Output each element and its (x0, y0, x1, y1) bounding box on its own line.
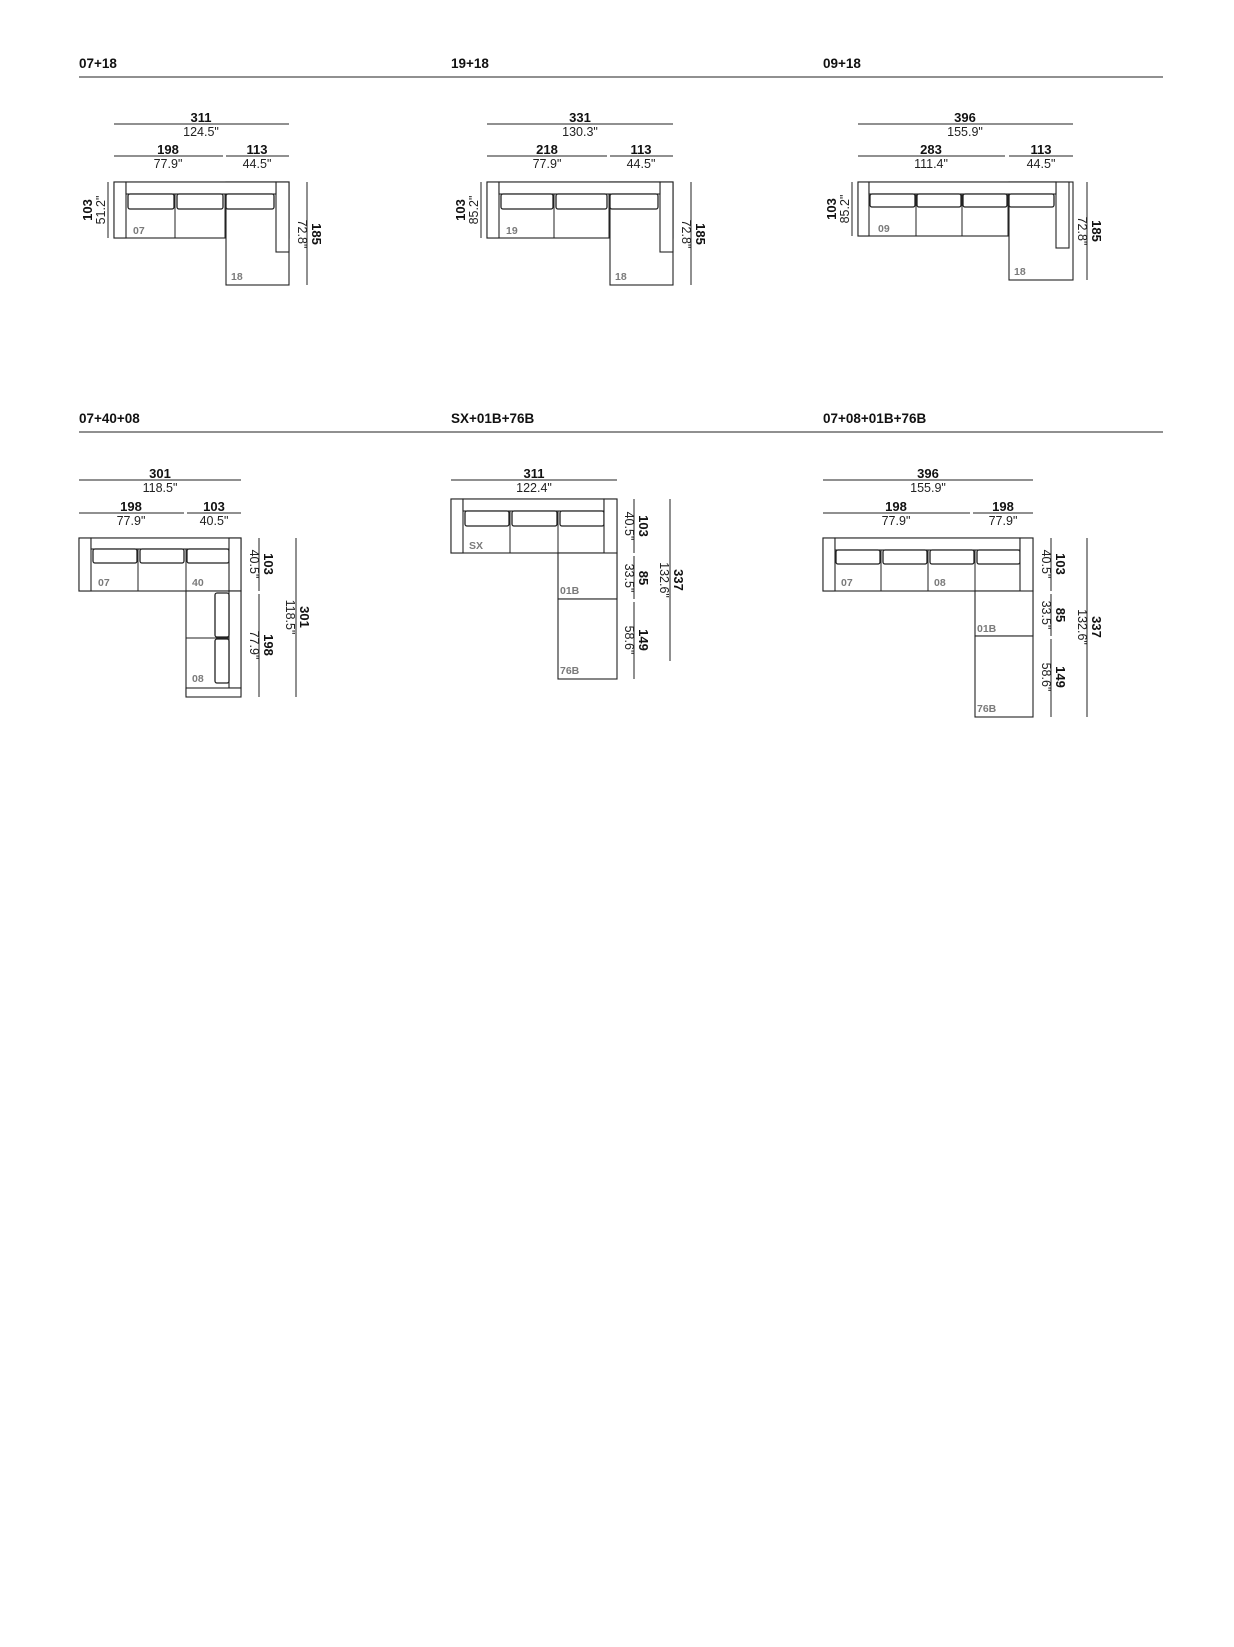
dim-v1-cm: 103 (636, 515, 651, 537)
dim-v3-cm: 149 (1053, 666, 1068, 688)
config-07-08-01b-76b (823, 411, 1104, 717)
backrest (869, 182, 1056, 194)
dim-right-h-in: 72.8" (1075, 216, 1089, 246)
dim-total-h-cm: 337 (671, 569, 686, 591)
dim-seg2-in: 44.5" (1026, 157, 1056, 171)
dim-total-h-in: 132.6" (1075, 609, 1089, 645)
dim-v2-cm: 85 (636, 570, 651, 586)
armrest-left (487, 182, 499, 238)
dim-v2-in: 77.9" (247, 630, 261, 660)
backrest (229, 591, 241, 688)
module-label: 08 (192, 673, 204, 685)
dim-seg1-in: 77.9" (116, 514, 146, 528)
module-label: 01B (977, 623, 997, 635)
module-label: 18 (615, 271, 627, 283)
config-19-18 (451, 56, 708, 285)
back-cushion (215, 593, 229, 637)
dim-right-h-cm: 185 (309, 223, 324, 245)
config-title: 07+08+01B+76B (823, 411, 927, 426)
back-cushion (93, 549, 137, 563)
dim-total-h-in: 132.6" (657, 562, 671, 598)
backrest (463, 499, 604, 511)
armrest-left (858, 182, 869, 236)
back-cushion (215, 639, 229, 683)
armrest-left (79, 538, 91, 591)
dim-total-width-in: 130.3" (562, 125, 598, 139)
armrest-left (823, 538, 835, 591)
back-cushion (610, 194, 658, 209)
config-title: 07+40+08 (79, 411, 140, 426)
dim-total-width-cm: 311 (190, 110, 212, 125)
dim-seg2-cm: 113 (246, 142, 268, 157)
module-label: 19 (506, 225, 518, 237)
dim-right-h-cm: 185 (1089, 220, 1104, 242)
dim-seg2-in: 44.5" (626, 157, 656, 171)
dim-seg1-in: 77.9" (153, 157, 183, 171)
config-title: 07+18 (79, 56, 117, 71)
back-cushion (226, 194, 274, 209)
dim-total-h-cm: 337 (1089, 616, 1104, 638)
module-label: 18 (1014, 266, 1026, 278)
back-cushion (883, 550, 927, 564)
dim-total-width-cm: 311 (523, 466, 545, 481)
config-07-18 (79, 56, 324, 285)
dim-seg1-cm: 283 (920, 142, 942, 157)
config-title: 19+18 (451, 56, 489, 71)
back-cushion (930, 550, 974, 564)
dim-v3-cm: 149 (636, 629, 651, 651)
dim-v2-cm: 85 (1053, 607, 1068, 623)
dim-v2-cm: 198 (261, 634, 276, 656)
config-title: SX+01B+76B (451, 411, 535, 426)
backrest (499, 182, 660, 194)
dim-v3-in: 58.6" (622, 625, 636, 655)
module-label: 76B (977, 703, 997, 715)
backrest (835, 538, 1020, 550)
backrest (91, 538, 241, 549)
dim-total-width-cm: 301 (149, 466, 171, 481)
module-label: 18 (231, 271, 243, 283)
dim-total-width-cm: 396 (917, 466, 939, 481)
back-cushion (501, 194, 553, 209)
dim-total-h-in: 118.5" (283, 599, 297, 635)
back-cushion (560, 511, 604, 526)
dim-total-width-cm: 331 (569, 110, 591, 125)
back-cushion (512, 511, 557, 526)
armrest-right (276, 182, 289, 252)
back-cushion (963, 194, 1007, 207)
module-label: 07 (98, 577, 110, 589)
back-cushion (977, 550, 1020, 564)
dim-seg2-cm: 113 (630, 142, 652, 157)
back-cushion (465, 511, 509, 526)
armrest-bottom (186, 688, 241, 697)
dim-seg2-cm: 198 (992, 499, 1014, 514)
dim-seg1-cm: 198 (120, 499, 142, 514)
dim-v1-in: 40.5" (1039, 549, 1053, 579)
dim-total-width-in: 155.9" (947, 125, 983, 139)
dim-right-h-in: 72.8" (295, 219, 309, 249)
dim-seg1-cm: 198 (885, 499, 907, 514)
config-09-18 (823, 56, 1104, 280)
back-cushion (140, 549, 184, 563)
dim-seg2-cm: 103 (203, 499, 225, 514)
config-title: 09+18 (823, 56, 861, 71)
dim-seg2-in: 40.5" (199, 514, 229, 528)
dim-left-h-in: 51.2" (94, 195, 108, 225)
dim-v1-in: 40.5" (247, 549, 261, 579)
dim-seg1-in: 77.9" (881, 514, 911, 528)
dim-v2-in: 33.5" (622, 563, 636, 593)
dim-seg2-in: 77.9" (988, 514, 1018, 528)
dim-seg1-cm: 198 (157, 142, 179, 157)
dim-seg1-cm: 218 (536, 142, 558, 157)
dim-v1-cm: 103 (1053, 553, 1068, 575)
dim-left-h-cm: 103 (80, 199, 95, 221)
config-sx-01b-76b (451, 411, 686, 679)
armrest-right (660, 182, 673, 252)
dim-total-width-in: 122.4" (516, 481, 552, 495)
module-label: 07 (841, 577, 853, 589)
module-label: 07 (133, 225, 145, 237)
module-label: 01B (560, 585, 580, 597)
back-cushion (556, 194, 607, 209)
dim-left-h-cm: 103 (824, 198, 839, 220)
module-label: 40 (192, 577, 204, 589)
dim-left-h-cm: 103 (453, 199, 468, 221)
module-label: SX (469, 540, 484, 552)
dim-right-h-cm: 185 (693, 223, 708, 245)
dim-total-width-in: 155.9" (910, 481, 946, 495)
dim-v1-in: 40.5" (622, 511, 636, 541)
back-cushion (1009, 194, 1054, 207)
dim-seg2-in: 44.5" (242, 157, 272, 171)
dim-v1-cm: 103 (261, 553, 276, 575)
dim-seg1-in: 111.4" (914, 157, 948, 171)
dim-left-h-in: 85.2" (838, 194, 852, 224)
dim-total-width-in: 118.5" (142, 481, 178, 495)
backrest (126, 182, 276, 194)
dim-seg1-in: 77.9" (532, 157, 562, 171)
dim-total-h-cm: 301 (297, 606, 312, 628)
dim-total-width-in: 124.5" (183, 125, 219, 139)
dim-left-h-in: 85.2" (467, 195, 481, 225)
armrest-left (451, 499, 463, 553)
back-cushion (917, 194, 961, 207)
module-label: 09 (878, 223, 890, 235)
dim-v2-in: 33.5" (1039, 600, 1053, 630)
dim-total-width-cm: 396 (954, 110, 976, 125)
back-cushion (187, 549, 229, 563)
back-cushion (128, 194, 174, 209)
corner-backrest (229, 538, 241, 591)
dim-v3-in: 58.6" (1039, 662, 1053, 692)
back-cushion (870, 194, 915, 207)
armrest-right (1056, 182, 1069, 248)
module-label: 08 (934, 577, 946, 589)
back-cushion (836, 550, 880, 564)
config-07-40-08 (79, 411, 312, 697)
dim-right-h-in: 72.8" (679, 219, 693, 249)
back-cushion (177, 194, 223, 209)
dim-seg2-cm: 113 (1030, 142, 1052, 157)
armrest-left (114, 182, 126, 238)
module-label: 76B (560, 665, 580, 677)
